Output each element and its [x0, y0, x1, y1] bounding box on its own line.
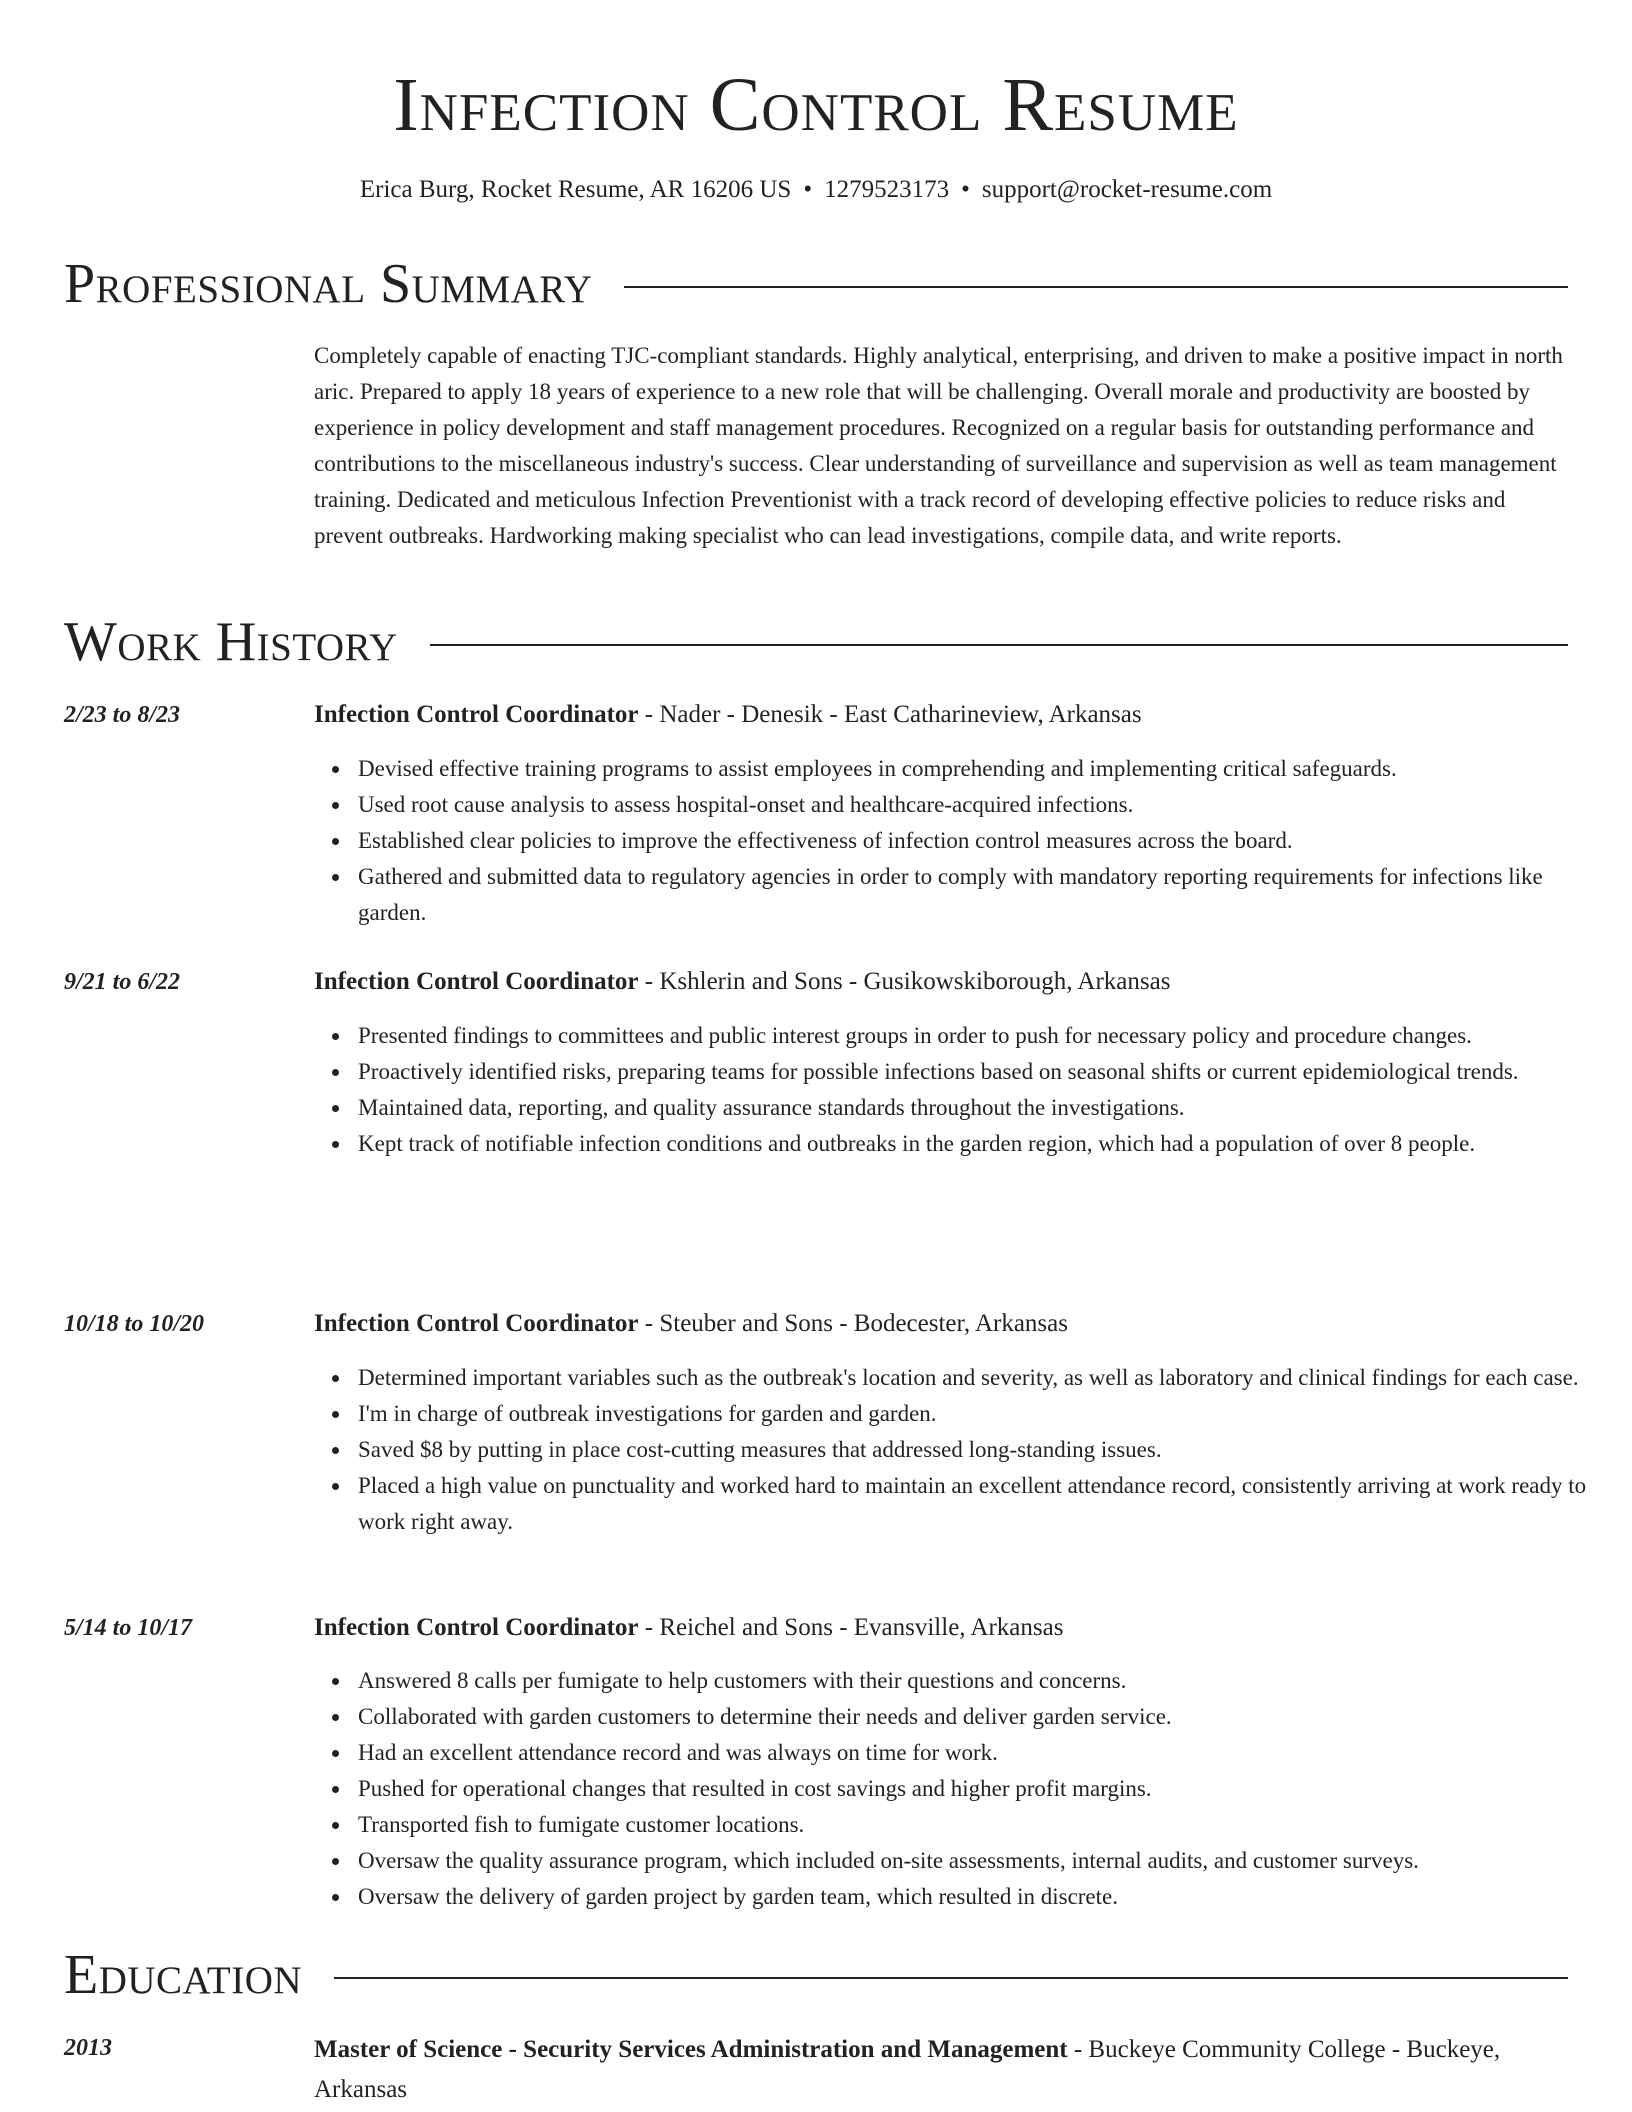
job-bullet: Kept track of notifiable infection conditions and outbreaks in the garden region, which had a population of over 8 people.	[358, 1126, 1612, 1162]
contact-email: support@rocket-resume.com	[981, 176, 1273, 203]
section-divider	[334, 1977, 1568, 1979]
job-headline	[314, 1610, 1568, 1646]
summary-heading: Professional Summary	[64, 253, 593, 315]
education-headline	[314, 2030, 1568, 2110]
job-bullet: I'm in charge of outbreak investigations for garden and garden.	[358, 1396, 1612, 1432]
work-heading: Work History	[64, 611, 398, 673]
contact-separator: •	[803, 176, 813, 203]
job-title: Infection Control Coordinator	[314, 1614, 639, 1641]
education-section-header	[64, 1943, 1568, 2007]
job-bullets	[314, 1018, 1612, 1162]
job-title: Infection Control Coordinator	[314, 1310, 639, 1337]
job-employer: - Kshlerin and Sons - Gusikowskiborough, Arkansas	[638, 968, 1171, 995]
job-bullet: Saved $8 by putting in place cost-cutting measures that addressed long-standing issues.	[358, 1432, 1612, 1468]
job-title: Infection Control Coordinator	[314, 968, 639, 995]
job-bullet: Gathered and submitted data to regulatory agencies in order to comply with mandatory reporting requirements for infections like garden.	[358, 859, 1612, 931]
job-bullet: Maintained data, reporting, and quality assurance standards throughout the investigations.	[358, 1090, 1612, 1126]
job-bullet: Oversaw the delivery of garden project by garden team, which resulted in discrete.	[358, 1879, 1612, 1915]
job-bullets	[314, 1360, 1612, 1540]
job-employer: - Reichel and Sons - Evansville, Arkansas	[638, 1614, 1064, 1641]
section-divider	[624, 286, 1568, 288]
job-bullet: Had an excellent attendance record and was always on time for work.	[358, 1735, 1612, 1771]
job-title: Infection Control Coordinator	[314, 701, 639, 728]
education-heading: Education	[64, 1944, 303, 2006]
resume-title: Infection Control Resume	[393, 63, 1239, 147]
contact-separator: •	[961, 176, 970, 203]
work-section-header	[64, 610, 1568, 674]
job-bullets	[314, 751, 1612, 931]
job-bullet: Oversaw the quality assurance program, which included on-site assessments, internal audits, and customer surveys.	[358, 1843, 1612, 1879]
job-employer: - Nader - Denesik - East Catharineview, Arkansas	[638, 701, 1142, 728]
job-bullet: Established clear policies to improve the effectiveness of infection control measures across the board.	[358, 823, 1612, 859]
job-dates: 10/18 to 10/20	[64, 1311, 205, 1337]
job-dates: 2/23 to 8/23	[64, 702, 181, 728]
job-bullet: Presented findings to committees and public interest groups in order to push for necessary policy and procedure changes.	[358, 1018, 1612, 1054]
job-bullet: Used root cause analysis to assess hospital-onset and healthcare-acquired infections.	[358, 787, 1612, 823]
job-bullet: Determined important variables such as the outbreak's location and severity, as well as laboratory and clinical findings for each case.	[358, 1360, 1612, 1396]
education-year: 2013	[64, 2035, 112, 2061]
contact-address: Erica Burg, Rocket Resume, AR 16206 US	[359, 176, 792, 203]
section-divider	[430, 644, 1568, 646]
contact-phone: 1279523173	[824, 176, 950, 203]
job-dates: 5/14 to 10/17	[64, 1615, 193, 1641]
job-bullet: Transported fish to fumigate customer locations.	[358, 1807, 1612, 1843]
job-bullet: Proactively identified risks, preparing teams for possible infections based on seasonal shifts or current epidemiological trends.	[358, 1054, 1612, 1090]
job-bullet: Collaborated with garden customers to determine their needs and deliver garden service.	[358, 1699, 1612, 1735]
education-degree: Master of Science - Security Services Administration and Management	[314, 2036, 1068, 2063]
summary-text: Completely capable of enacting TJC-compliant standards. Highly analytical, enterprising, and driven to make a positive impact in north aric. Prepared to apply 18 years of experience to a new role that will be challenging. Overall morale and productivity are boosted by experience in policy development and staff management procedures. Recognized on a regular basis for outstanding performance and contributions to the miscellaneous industry's success. Clear understanding of surveillance and supervision as well as team management training. Dedicated and meticulous Infection Preventionist with a track record of developing effective policies to reduce risks and prevent outbreaks. Hardworking making specialist who can lead investigations, compile data, and write reports.	[314, 343, 1563, 548]
contact-line	[0, 172, 1632, 208]
job-bullet: Answered 8 calls per fumigate to help customers with their questions and concerns.	[358, 1663, 1612, 1699]
job-bullets	[314, 1663, 1612, 1915]
job-headline	[314, 1306, 1568, 1342]
job-bullet: Pushed for operational changes that resulted in cost savings and higher profit margins.	[358, 1771, 1612, 1807]
summary-section-header	[64, 252, 1568, 316]
job-headline	[314, 964, 1568, 1000]
job-bullet: Devised effective training programs to assist employees in comprehending and implementing critical safeguards.	[358, 751, 1612, 787]
job-dates: 9/21 to 6/22	[64, 969, 181, 995]
education-school: - Buckeye Community College - Buckeye, Arkansas	[314, 2036, 1501, 2103]
job-headline	[314, 697, 1568, 733]
job-bullet: Placed a high value on punctuality and worked hard to maintain an excellent attendance record, consistently arriving at work ready to work right away.	[358, 1468, 1612, 1540]
job-employer: - Steuber and Sons - Bodecester, Arkansas	[638, 1310, 1068, 1337]
